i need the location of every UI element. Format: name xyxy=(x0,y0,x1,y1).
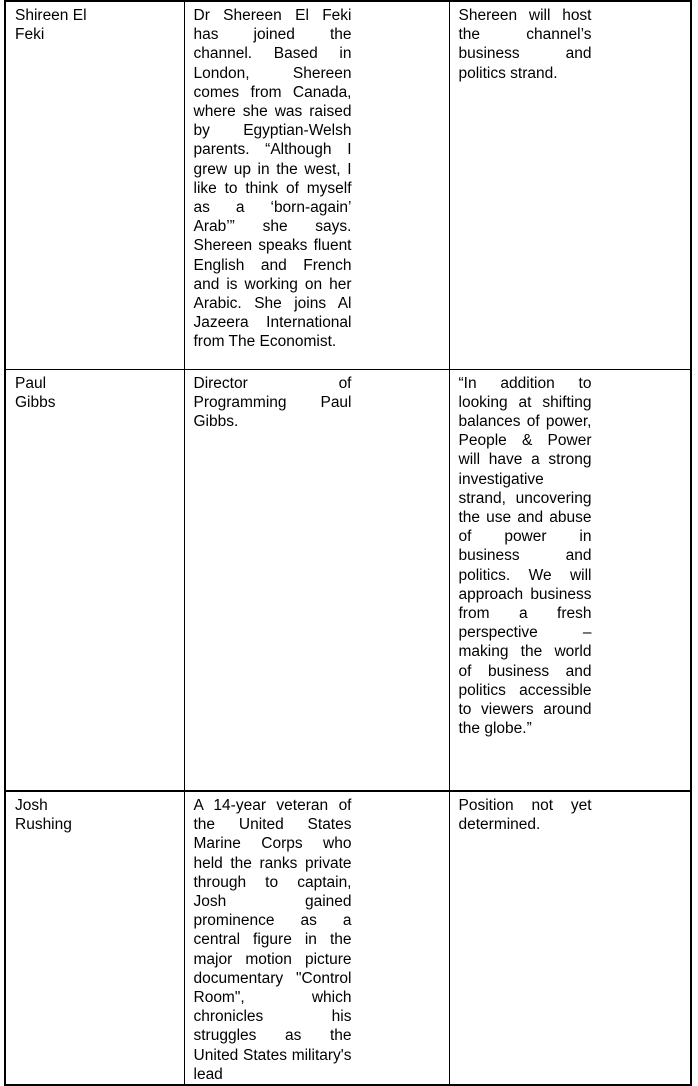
note-cell xyxy=(449,1,691,369)
person-description: Director of Programming Paul Gibbs. xyxy=(193,374,352,430)
person-description: A 14-year veteran of the United States Marine Corps who held the ranks private through to captain, Josh gained prominence as a central figure in the major motion picture documentary "Control Room", which chronicles his struggles as the United States military's lead xyxy=(193,797,352,1083)
person-note: “In addition to looking at shifting balances of power, People & Power will have a strong investigative strand, uncovering the use and abuse of power in business and politics. We will approach business from a fresh perspective – making the world of business and politics accessible to viewers around the globe.” xyxy=(458,374,592,738)
description-cell xyxy=(184,369,449,791)
table-row xyxy=(5,791,691,1085)
person-description: Dr Shereen El Feki has joined the channel. Based in London, Shereen comes from Canada, where she was raised by Egyptian-Welsh parents. “Although I grew up in the west, I like to think of myself as a ‘born-again’ Arab’” she says. Shereen speaks fluent English and French and is working on her Arabic. She joins Al Jazeera International from The Economist. xyxy=(193,7,352,351)
table-row xyxy=(5,1,691,369)
name-cell xyxy=(5,369,184,791)
note-cell xyxy=(449,369,691,791)
person-name: Paul Gibbs xyxy=(15,374,56,411)
person-note: Position not yet determined. xyxy=(458,797,592,834)
person-name: Josh Rushing xyxy=(15,797,72,834)
staff-table xyxy=(4,0,692,1086)
note-cell xyxy=(449,791,691,1085)
description-cell xyxy=(184,791,449,1085)
person-note: Shereen will host the channel’s business and politics strand. xyxy=(458,7,592,82)
name-cell xyxy=(5,1,184,369)
description-cell xyxy=(184,1,449,369)
person-name: Shireen El Feki xyxy=(15,7,87,44)
table-row xyxy=(5,369,691,791)
name-cell xyxy=(5,791,184,1085)
